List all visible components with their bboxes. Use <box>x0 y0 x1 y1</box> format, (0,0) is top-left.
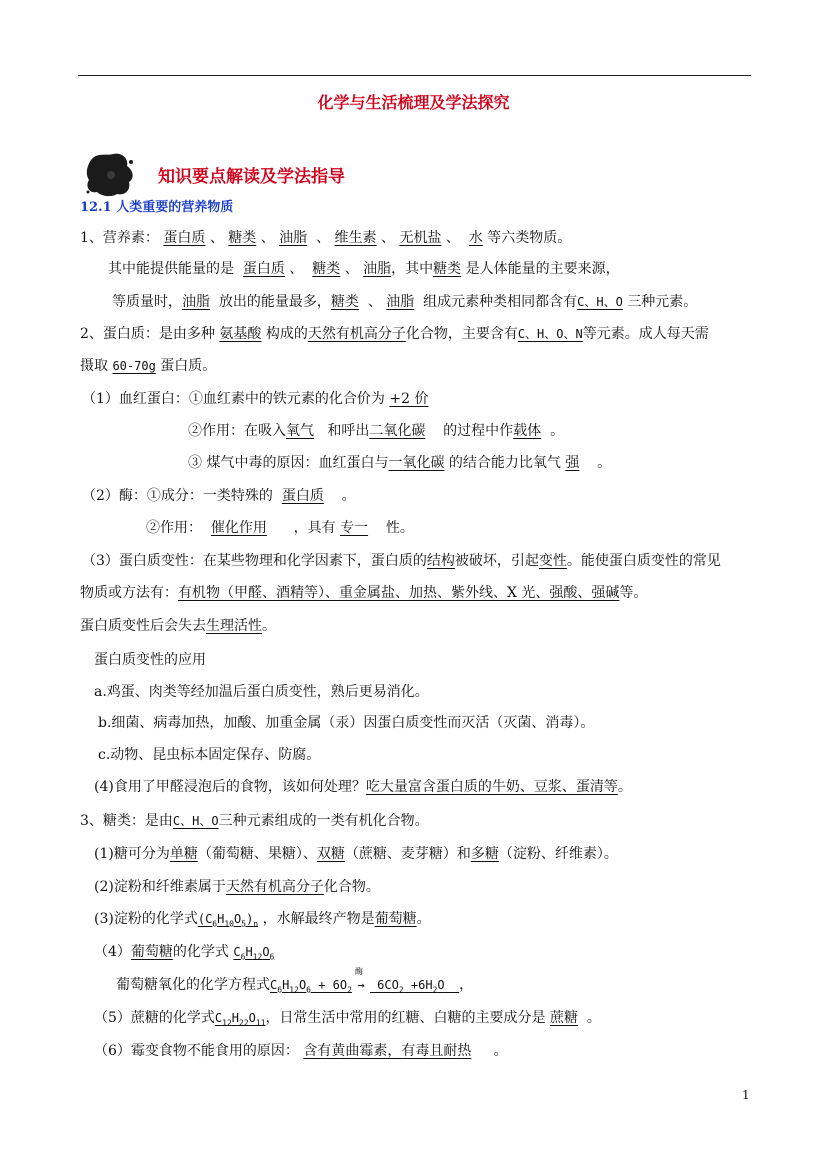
line-carbohydrates: 3、糖类：是由C、H、O三种元素组成的一类有机化合物。 <box>80 813 429 829</box>
line-energy-sources: 其中能提供能量的是 蛋白质 、 糖类 、 油脂，其中糖类 是人体能量的主要来源， <box>108 261 620 277</box>
ink-blot-icon <box>85 152 135 198</box>
section-heading: 知识要点解读及学法指导 <box>158 167 345 187</box>
line-glucose-oxidation: 葡萄糖氧化的化学方程式$C_6H_{12}O_6 + 6O_2$ 酶 → $6CO_2 +6H_2O$ ， <box>116 975 473 1000</box>
reaction-condition: 酶 <box>354 967 363 976</box>
page-title: 化学与生活梳理及学法探究 <box>317 93 510 112</box>
line-equal-mass: 等质量时，油脂 放出的能量最多，糖类 、 油脂 组成元素种类相同都含有C、H、O 三种元素。 <box>112 294 698 310</box>
line-glucose-formula: （4）葡萄糖的化学式 $C_6H_{12}O_6$ <box>94 944 275 962</box>
line-application-b: b.细菌、病毒加热，加酸、加重金属（汞）因蛋白质变性而灭活（灭菌、消毒）。 <box>98 715 595 731</box>
line-co-poisoning: ③ 煤气中毒的原因：血红蛋白与一氧化碳 的结合能力比氧气 强 。 <box>188 455 612 471</box>
line-application-c: c.动物、昆虫标本固定保存、防腐。 <box>98 747 321 763</box>
line-denaturation: （3）蛋白质变性：在某些物理和化学因素下，蛋白质的结构被破坏，引起变性。能使蛋白质变性的常见 <box>82 553 721 569</box>
line-application-a: a.鸡蛋、肉类等经加温后蛋白质变性，熟后更易消化。 <box>94 684 429 700</box>
line-polysaccharides: (2)淀粉和纤维素属于天然有机高分子化合物。 <box>94 879 380 895</box>
line-protein-intake: 摄取 60-70g 蛋白质。 <box>80 358 217 374</box>
line-hemoglobin: （1）血红蛋白：①血红素中的铁元素的化合价为 +2 价 <box>82 391 429 407</box>
line-sucrose-formula: （5）蔗糖的化学式$C_{12}H_{22}O_{11}$，日常生活中常用的红糖、白糖的主要成分是 蔗糖 。 <box>94 1010 601 1028</box>
line-hemoglobin-role: ②作用：在吸入氧气 和呼出二氧化碳 的过程中作载体 。 <box>188 423 565 439</box>
line-loss-of-activity: 蛋白质变性后会失去生理活性。 <box>80 618 276 634</box>
line-starch-formula: (3)淀粉的化学式$(C_6H_{10}O_5)_n$ ，水解最终产物是葡萄糖。 <box>94 911 431 929</box>
subsection-heading: 12.1 人类重要的营养物质 <box>80 200 234 215</box>
reaction-arrow: 酶 → <box>352 975 370 995</box>
line-moldy-food: （6）霉变食物不能食用的原因： 含有黄曲霉素，有毒且耐热 。 <box>94 1043 508 1059</box>
line-sugar-classes: (1)糖可分为单糖（葡萄糖、果糖）、双糖（蔗糖、麦芽糖）和多糖（淀粉、纤维素）。 <box>94 846 618 862</box>
line-enzyme-composition: （2）酶：①成分：一类特殊的 蛋白质 。 <box>82 488 356 504</box>
line-formaldehyde: (4)食用了甲醛浸泡后的食物，该如何处理？吃大量富含蛋白质的牛奶、豆浆、蛋清等。 <box>94 779 632 795</box>
line-applications-heading: 蛋白质变性的应用 <box>94 652 206 668</box>
line-denaturing-agents: 物质或方法有：有机物（甲醛、酒精等）、重金属盐、加热、紫外线、X 光、强酸、强碱等。 <box>80 585 648 601</box>
line-nutrients: 1、营养素： 蛋白质 、 糖类 、 油脂 、 维生素 、 无机盐 、 水 等六类物质。 <box>80 230 572 246</box>
line-protein-def: 2、蛋白质：是由多种 氨基酸 构成的天然有机高分子化合物，主要含有C、H、O、N等元素。成人每天需 <box>80 326 709 342</box>
header-rule <box>78 75 751 76</box>
page-number: 1 <box>742 1088 750 1102</box>
line-enzyme-role: ②作用： 催化作用 ，具有 专一 性。 <box>146 520 414 536</box>
